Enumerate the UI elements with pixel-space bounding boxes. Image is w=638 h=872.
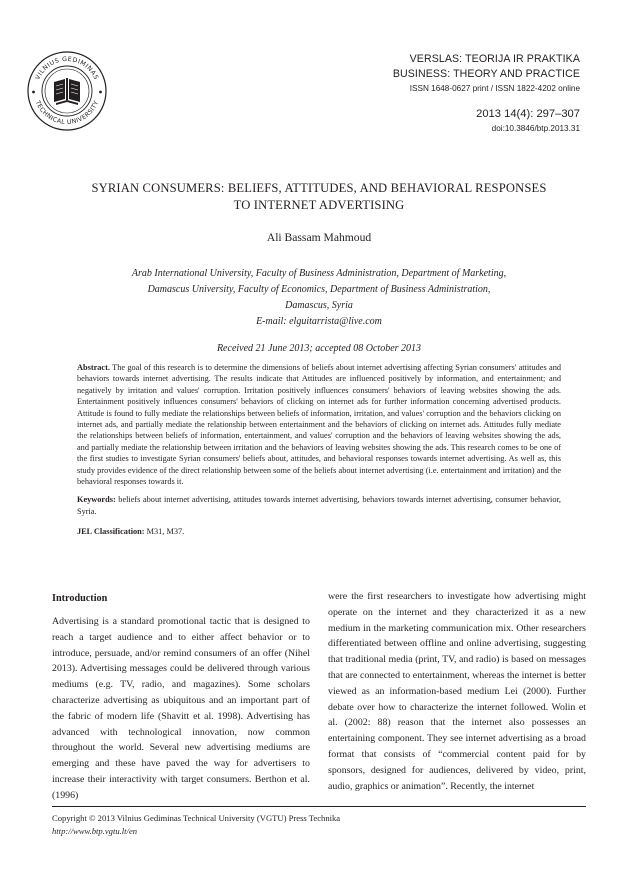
jel-text: M31, M37. [146,527,185,537]
received-dates: Received 21 June 2013; accepted 08 October 2013 [216,343,422,354]
page-footer [52,812,340,838]
body-column-right [328,589,586,794]
introduction-paragraph-right: were the first researchers to investigate how advertising might operate on the internet and they characterized it as a new medium in the marketing communication mix. Other researchers differentiated between offline and online advertising, suggesting that traditional media (print, TV, and radio) is based on messages that are connected to entertainment, whereas the internet is better viewed as an information-based medium Lei (2000). Further debate over how to characterize the internet followed. Wolin et al. (2002: 88) reason that the internet also possesses an entertaining component. They see internet advertising as a broad format that consists of “commercial content paid for by sponsors, designed for audiences, delivered by video, print, audio, graphics or animation”. Recently, the internet [328,591,586,792]
journal-title-lt: VERSLAS: TEORIJA IR PRAKTIKA [409,53,580,65]
jel-classification [77,526,561,537]
abstract-label: Abstract. [77,363,110,372]
body-column-left [52,592,310,804]
affiliation-line-2: Damascus University, Faculty of Economics, Department of Business Administration, [147,284,491,295]
article-title [0,180,638,214]
keywords [77,494,561,517]
article-title-line-2: TO INTERNET ADVERTISING [233,198,405,212]
abstract-block [77,362,561,538]
abstract-text: The goal of this research is to determine the dimensions of beliefs about internet advertising affecting Syrian consumers' attitudes and behaviors towards internet advertising. The results indicate that Attitudes are influenced positively by information, and entertainment; and negatively by irritation and values' corruption. Irritation positively influences consumers' behaviors of leaving websites showing the ads. Entertainment positively influences consumers' behaviors of clicking on internet ads for further information concerning advertised products. Attitude is found to fully mediate the relationships between beliefs of information, irritation, and values' corruption and the behaviors clicking on internet ads, and partially mediate the relationship between entertainment and the behaviors of clicking on internet ads. Attitudes fully mediate the relationships between beliefs of information, entertainment, and values' corruption and the behaviors of leaving websites showing the ads, and partially mediate the relationship between irritation and the behaviors of leaving websites showing the ads. This research comes to be one of the first studies to investigate Syrian consumers' beliefs about, attitudes, and behavioral responses towards internet advertising. As well as, this study provides evidence of the direct relationship between some of the beliefs about internet advertising (i.e. entertainment and irritation) and the behavioral responses towards it. [77,363,561,487]
journal-issn: ISSN 1648-0627 print / ISSN 1822-4202 online [409,84,580,93]
abstract [77,362,561,487]
svg-text:TECHNICAL UNIVERSITY: TECHNICAL UNIVERSITY [33,99,101,127]
keywords-label: Keywords: [77,495,116,505]
journal-info [393,52,580,136]
author-affiliation [0,266,638,330]
affiliation-line-1: Arab International University, Faculty of Business Administration, Department of Marketing, [131,268,507,279]
footer-url-link[interactable]: http://www.btp.vgtu.lt/en [52,826,138,836]
jel-label: JEL Classification: [77,527,145,537]
university-seal-icon [26,50,108,132]
journal-title-en: BUSINESS: THEORY AND PRACTICE [392,68,580,80]
keywords-text: beliefs about internet advertising, attitudes towards internet advertising, behaviors towards internet advertising, consumer behavior, Syria. [77,495,561,516]
article-title-line-1: SYRIAN CONSUMERS: BELIEFS, ATTITUDES, AND BEHAVIORAL RESPONSES [91,181,547,195]
article-doi[interactable]: doi:10.3846/btp.2013.31 [491,124,580,133]
footer-copyright: Copyright © 2013 Vilnius Gediminas Technical University (VGTU) Press Technika [52,813,341,823]
journal-volume: 2013 14(4): 297–307 [476,108,580,120]
affiliation-line-3: Damascus, Syria [285,300,353,311]
footer-divider [52,806,586,807]
article-author: Ali Bassam Mahmoud [266,231,372,244]
svg-text:VILNIUS GEDIMINAS: VILNIUS GEDIMINAS [34,55,100,82]
author-email[interactable]: E-mail: elguitarrista@live.com [256,316,382,327]
introduction-paragraph-left: Advertising is a standard promotional tactic that is designed to reach a target audience and to either affect behavior or to introduce, persuade, and/or remind consumers of an offer (Nihel 2013). Advertising messages could be delivered through various mediums (e.g. TV, radio, and magazines). Some scholars characterize advertising as ubiquitous and an important part of the fabric of modern life (Shavitt et al. 1998). Advertising has advanced with technological innovation, now common throughout the world. Several new advertising mediums are emerging and these have paved the way for advertisers to increase their interactivity with target consumers. Berthon et al. (1996) [52,616,310,801]
section-title-introduction: Introduction [52,593,108,604]
